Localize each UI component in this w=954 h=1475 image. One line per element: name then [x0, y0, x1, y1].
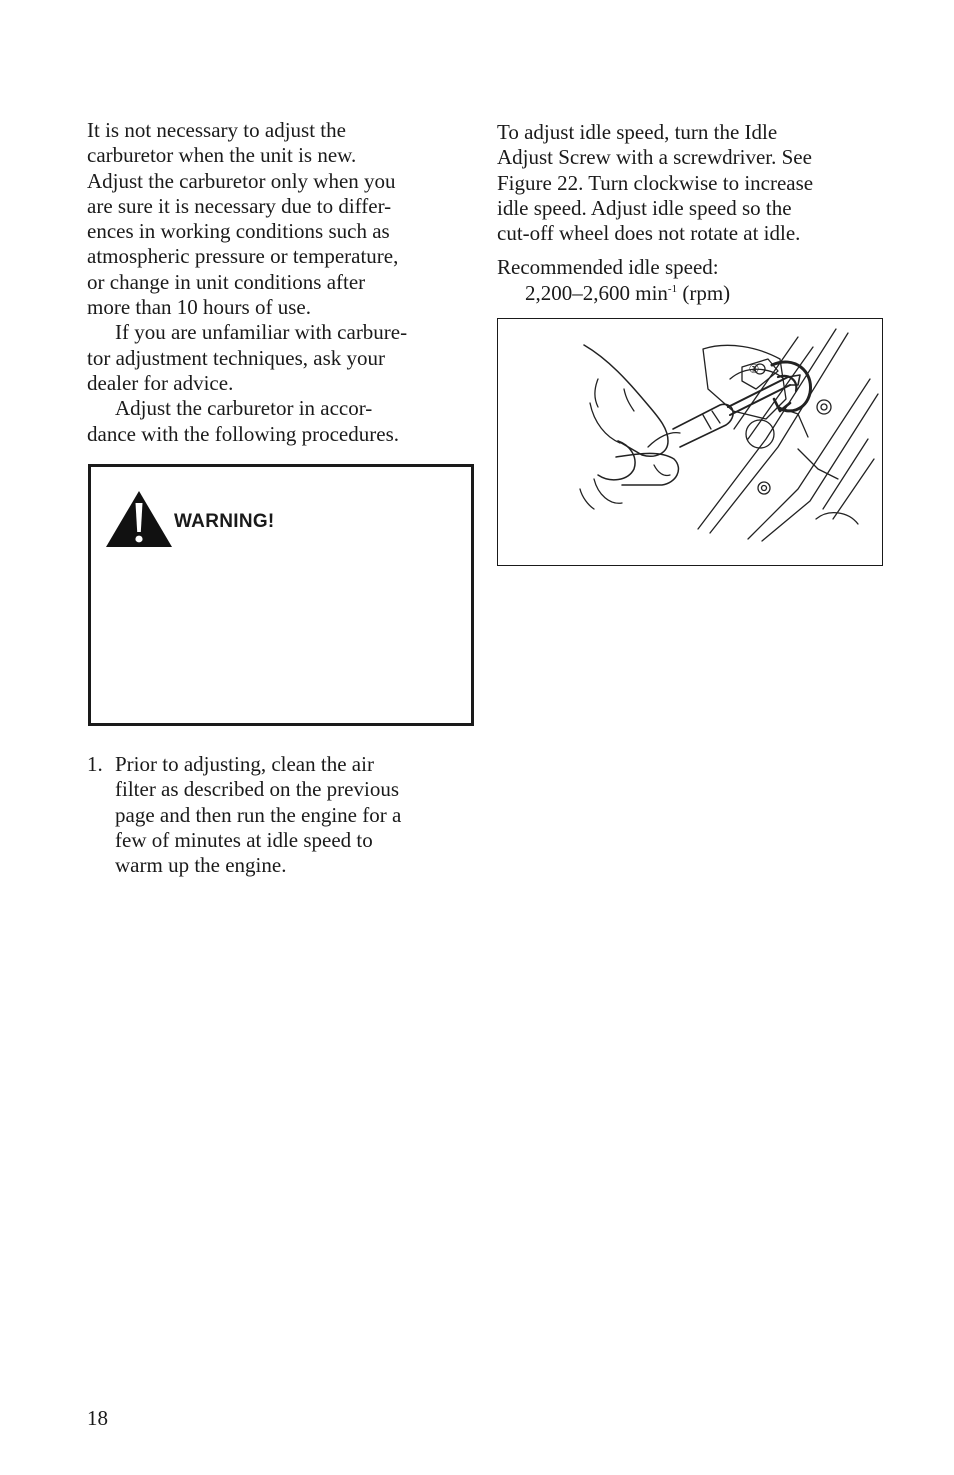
- warning-label: WARNING!: [174, 511, 275, 532]
- step-list: [87, 752, 473, 878]
- step-number: 1.: [87, 752, 103, 776]
- page-number: 18: [87, 1406, 108, 1430]
- idle-speed-label: Recommended idle speed:: [497, 255, 719, 280]
- figure-callout: ①: [748, 362, 760, 376]
- screwdriver-adjustment-illustration: [498, 319, 884, 567]
- idle-speed-range: 2,200–2,600 min: [525, 280, 668, 305]
- procedure-paragraph: Adjust the carburetor in accor- dance with the following procedures.: [87, 396, 399, 446]
- advice-paragraph: If you are unfamiliar with carbure- tor adjustment techniques, ask your dealer for advice.: [87, 320, 408, 395]
- idle-speed-exponent: -1: [667, 282, 678, 295]
- right-column: [497, 120, 885, 306]
- step-text: Prior to adjusting, clean the air filter as described on the previous page and then run the engine for a few of minutes at idle speed to warm up the engine.: [115, 752, 402, 878]
- step-item: [87, 752, 473, 878]
- intro-paragraph: It is not necessary to adjust the carburetor when the unit is new. Adjust the carburetor only when you are sure it is necessary due to differ- ences in working conditions such as atmospheric pressure or temperature, or change in unit conditions after more than 10 hours of use.: [87, 118, 399, 320]
- warning-triangle-icon: [104, 489, 174, 549]
- left-column: [87, 118, 473, 447]
- idle-adjust-paragraph: To adjust idle speed, turn the Idle Adjust Screw with a screwdriver. See Figure 22. Turn clockwise to increase idle speed. Adjust idle speed so the cut-off wheel does not rotate at idle.: [497, 120, 814, 246]
- warning-box: [88, 464, 474, 726]
- idle-speed-unit: (rpm): [677, 280, 731, 305]
- figure-22: [497, 318, 883, 566]
- idle-speed-value: [497, 281, 885, 306]
